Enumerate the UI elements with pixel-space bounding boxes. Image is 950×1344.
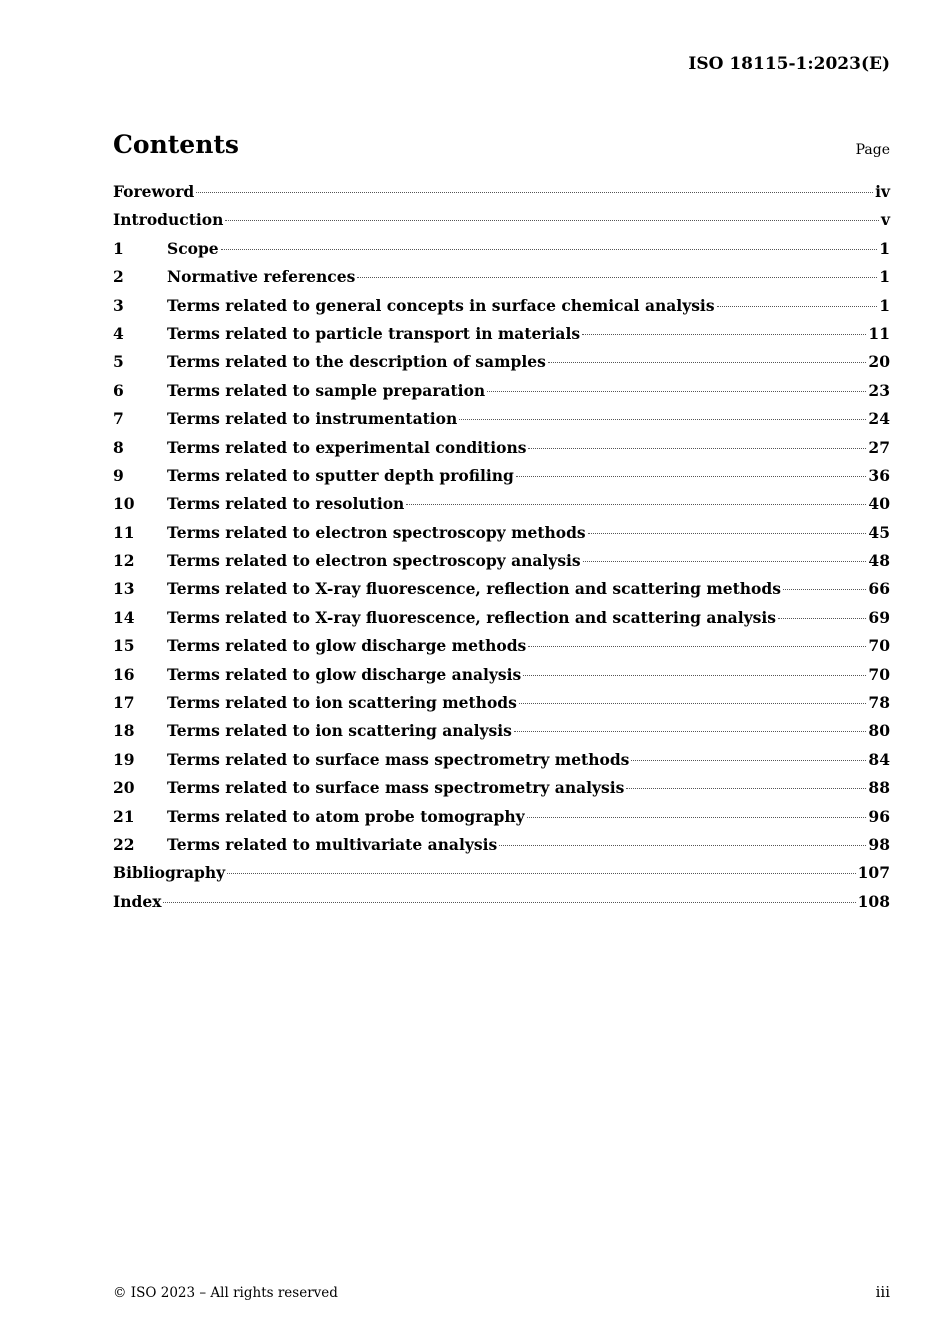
toc-entry-title[interactable]: Terms related to electron spectroscopy analysis (167, 551, 581, 571)
toc-entry-number: 22 (113, 834, 135, 854)
toc-entry-page[interactable]: 70 (868, 636, 890, 656)
toc-entry-title[interactable]: Introduction (113, 210, 224, 230)
toc-entry-page[interactable]: 98 (868, 834, 890, 854)
toc-dot-leader (499, 845, 866, 846)
toc-entry[interactable] (113, 778, 890, 806)
toc-entry-page[interactable]: 24 (868, 409, 890, 429)
toc-dot-leader (487, 391, 866, 392)
toc-dot-leader (783, 589, 866, 590)
toc-entry[interactable] (113, 239, 890, 267)
toc-entry-number: 21 (113, 806, 135, 826)
toc-entry-number: 6 (113, 380, 124, 400)
toc-dot-leader (227, 873, 856, 874)
toc-dot-leader (516, 476, 867, 477)
toc-entry[interactable] (113, 409, 890, 437)
toc-entry-number: 11 (113, 522, 135, 542)
toc-entry-page[interactable]: v (880, 210, 890, 230)
toc-entry-title[interactable]: Terms related to resolution (167, 494, 405, 514)
toc-entry-title[interactable]: Terms related to X-ray fluorescence, reflection and scattering analysis (167, 607, 776, 627)
toc-dot-leader (196, 192, 873, 193)
toc-entry[interactable] (113, 892, 890, 920)
toc-entry-number: 15 (113, 636, 135, 656)
toc-entry[interactable] (113, 665, 890, 693)
toc-entry[interactable] (113, 324, 890, 352)
toc-entry-page[interactable]: 107 (857, 863, 890, 883)
contents-heading: Contents (113, 130, 240, 159)
toc-entry-number: 2 (113, 267, 124, 287)
toc-entry-page[interactable]: 96 (868, 806, 890, 826)
toc-entry-page[interactable]: iv (875, 182, 890, 201)
toc-entry-title[interactable]: Terms related to glow discharge methods (167, 636, 527, 656)
toc-entry[interactable] (113, 182, 890, 210)
toc-entry-number: 10 (113, 494, 135, 514)
toc-entry-number: 18 (113, 721, 135, 741)
toc-dot-leader (514, 731, 867, 732)
toc-entry-number: 1 (113, 238, 124, 258)
toc-entry-title[interactable]: Terms related to electron spectroscopy methods (167, 522, 586, 542)
toc-entry-page[interactable]: 1 (879, 267, 890, 287)
toc-entry-title[interactable]: Terms related to experimental conditions (167, 437, 527, 457)
toc-entry-title[interactable]: Index (113, 891, 162, 911)
toc-dot-leader (583, 561, 867, 562)
toc-entry-number: 17 (113, 693, 135, 713)
toc-entry-number: 3 (113, 295, 124, 315)
toc-entry-page[interactable]: 80 (868, 721, 890, 741)
toc-entry[interactable] (113, 267, 890, 295)
toc-entry-page[interactable]: 70 (868, 664, 890, 684)
toc-entry-title[interactable]: Foreword (113, 182, 195, 201)
toc-entry-page[interactable]: 1 (879, 238, 890, 258)
toc-entry-title[interactable]: Terms related to atom probe tomography (167, 806, 525, 826)
toc-entry-title[interactable]: Terms related to sample preparation (167, 380, 486, 400)
toc-entry-number: 14 (113, 607, 135, 627)
toc-entry-page[interactable]: 88 (868, 778, 890, 798)
toc-dot-leader (527, 817, 867, 818)
toc-dot-leader (582, 334, 866, 335)
toc-dot-leader (548, 362, 867, 363)
toc-entry[interactable] (113, 296, 890, 324)
toc-dot-leader (523, 675, 866, 676)
toc-entry-title[interactable]: Terms related to particle transport in materials (167, 323, 581, 343)
document-id: ISO 18115-1:2023(E) (688, 54, 890, 74)
toc-entry[interactable] (113, 494, 890, 522)
toc-entry-number: 20 (113, 778, 135, 798)
toc-entry-page[interactable]: 1 (879, 295, 890, 315)
toc-entry-number: 12 (113, 551, 135, 571)
toc-dot-leader (528, 448, 866, 449)
toc-entry[interactable] (113, 381, 890, 409)
toc-entry-page[interactable]: 69 (868, 607, 890, 627)
toc-entry[interactable] (113, 466, 890, 494)
toc-entry-number: 16 (113, 664, 135, 684)
toc-entry-page[interactable]: 78 (868, 693, 890, 713)
toc-entry-number: 19 (113, 749, 135, 769)
toc-dot-leader (588, 533, 867, 534)
toc-entry-number: 7 (113, 409, 124, 429)
toc-entry[interactable] (113, 835, 890, 863)
toc-entry-number: 9 (113, 465, 124, 485)
toc-entry-page[interactable]: 108 (857, 891, 890, 911)
toc-entry[interactable] (113, 579, 890, 607)
toc-entry-title[interactable]: Terms related to glow discharge analysis (167, 664, 522, 684)
toc-dot-leader (519, 703, 867, 704)
toc-dot-leader (459, 419, 866, 420)
toc-entry-title[interactable]: Terms related to ion scattering analysis (167, 721, 512, 741)
toc-entry-page[interactable]: 45 (868, 522, 890, 542)
toc-entry-title[interactable]: Normative references (167, 267, 356, 287)
toc-entry-page[interactable]: 40 (868, 494, 890, 514)
toc-entry-title[interactable]: Terms related to general concepts in surface chemical analysis (167, 295, 715, 315)
footer-copyright: © ISO 2023 – All rights reserved (113, 1285, 338, 1301)
toc-entry-page[interactable]: 27 (868, 437, 890, 457)
toc-dot-leader (717, 306, 878, 307)
toc-entry-number: 5 (113, 352, 124, 372)
toc-entry-title[interactable]: Terms related to multivariate analysis (167, 834, 498, 854)
footer-page-number: iii (875, 1283, 890, 1301)
toc-entry[interactable] (113, 608, 890, 636)
toc-dot-leader (163, 902, 855, 903)
toc-dot-leader (221, 249, 878, 250)
toc-entry-title[interactable]: Terms related to surface mass spectrometry analysis (167, 778, 625, 798)
toc-entry-page[interactable]: 36 (868, 465, 890, 485)
toc-entry-page[interactable]: 66 (868, 579, 890, 599)
toc-entry-title[interactable]: Terms related to instrumentation (167, 409, 458, 429)
toc-entry-number: 4 (113, 323, 124, 343)
toc-entry-page[interactable]: 23 (868, 380, 890, 400)
toc-entry[interactable] (113, 863, 890, 891)
page-column-label: Page (855, 142, 890, 158)
toc-entry[interactable] (113, 807, 890, 835)
toc-dot-leader (406, 504, 866, 505)
toc-entry-page[interactable]: 11 (868, 323, 890, 343)
toc-dot-leader (626, 788, 866, 789)
toc-entry-title[interactable]: Scope (167, 238, 219, 258)
toc-entry-title[interactable]: Terms related to sputter depth profiling (167, 465, 514, 485)
toc-entry[interactable] (113, 636, 890, 664)
toc-entry[interactable] (113, 693, 890, 721)
toc-entry[interactable] (113, 352, 890, 380)
toc-dot-leader (631, 760, 866, 761)
toc-entry-page[interactable]: 48 (868, 551, 890, 571)
toc-entry-title[interactable]: Terms related to X-ray fluorescence, reflection and scattering methods (167, 579, 781, 599)
toc-entry-number: 13 (113, 579, 135, 599)
toc-entry[interactable] (113, 438, 890, 466)
toc-dot-leader (225, 220, 879, 221)
toc-entry-title[interactable]: Terms related to surface mass spectrometry methods (167, 749, 630, 769)
toc-entry-page[interactable]: 84 (868, 749, 890, 769)
toc-dot-leader (357, 277, 877, 278)
toc-entry[interactable] (113, 721, 890, 749)
toc-entry-page[interactable]: 20 (868, 352, 890, 372)
toc-entry[interactable] (113, 523, 890, 551)
toc-dot-leader (778, 618, 866, 619)
toc-entry[interactable] (113, 551, 890, 579)
toc-dot-leader (528, 646, 866, 647)
toc-entry[interactable] (113, 210, 890, 238)
toc-entry-title[interactable]: Bibliography (113, 863, 226, 883)
toc-entry-title[interactable]: Terms related to ion scattering methods (167, 693, 517, 713)
toc-entry-number: 8 (113, 437, 124, 457)
toc-entry-title[interactable]: Terms related to the description of samples (167, 352, 546, 372)
toc-entry[interactable] (113, 750, 890, 778)
table-of-contents (113, 182, 890, 920)
